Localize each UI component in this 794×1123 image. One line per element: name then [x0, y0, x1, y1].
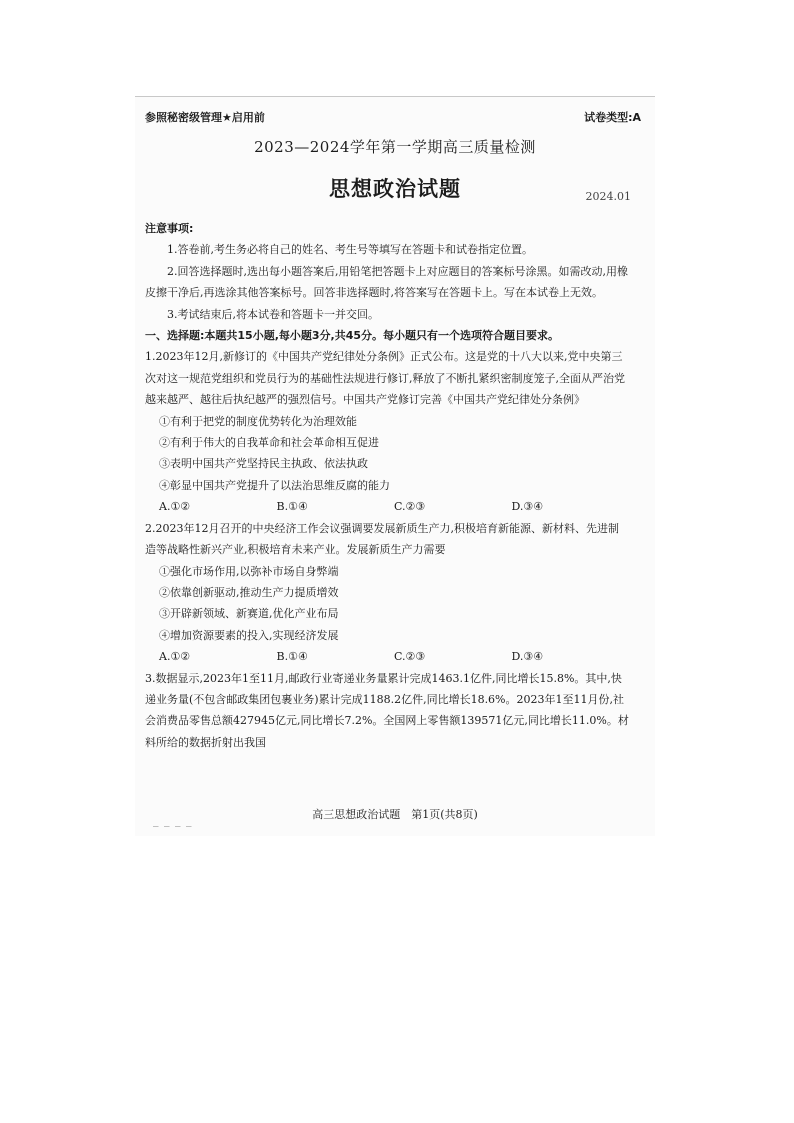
- question-option: ①强化市场作用,以弥补市场自身弊端: [159, 564, 339, 578]
- choice-b: B.①④: [276, 650, 308, 664]
- question-stem: 1.2023年12月,新修订的《中国共产党纪律处分条例》正式公布。这是党的十八大以来,党中央第三次对这一规范党组织和党员行为的基础性法规进行修订,释放了不断扎紧织密制度笼子,全面从严治党越来越严、越往后执纪越严的强烈信号。中国共产党修订完善《中国共产党纪律处分条例》: [145, 350, 625, 407]
- notice-heading: 注意事项:: [145, 222, 194, 235]
- notice-item: 3.考试结束后,将本试卷和答题卡一并交回。: [167, 307, 379, 321]
- paper-type-label: 试卷类型:A: [584, 111, 641, 124]
- answer-choices: [145, 646, 629, 667]
- exam-content: [145, 218, 629, 753]
- choice-b: B.①④: [276, 500, 308, 514]
- question-option: ②依靠创新驱动,推动生产力提质增效: [159, 585, 339, 599]
- question-option: ②有利于伟大的自我革命和社会革命相互促进: [159, 436, 379, 450]
- answer-choices: [145, 496, 629, 517]
- question-option: ④彰显中国共产党提升了以法治思维反腐的能力: [159, 478, 390, 492]
- question-option: ③表明中国共产党坚持民主执政、依法执政: [159, 457, 368, 471]
- section-heading: 一、选择题:本题共15小题,每小题3分,共45分。每小题只有一个选项符合题目要求。: [145, 329, 560, 343]
- exam-page: [135, 96, 655, 836]
- page-footer: 高三思想政治试题 第1页(共8页): [312, 808, 478, 821]
- top-rule: [135, 96, 655, 97]
- choice-a: A.①②: [159, 650, 191, 664]
- question-option: ③开辟新领域、新赛道,优化产业布局: [159, 607, 339, 621]
- exam-title: 思想政治试题: [329, 177, 461, 201]
- cut-line: _ _ _ _: [153, 814, 193, 827]
- choice-c: C.②③: [394, 500, 426, 514]
- exam-date: 2024.01: [585, 190, 631, 203]
- choice-a: A.①②: [159, 500, 191, 514]
- confidential-label: 参照秘密级管理★启用前: [145, 111, 265, 124]
- question-stem: 2.2023年12月召开的中央经济工作会议强调要发展新质生产力,积极培育新能源、新材料、先进制造等战略性新兴产业,积极培育未来产业。发展新质生产力需要: [145, 521, 619, 557]
- notice-item: 2.回答选择题时,选出每小题答案后,用铅笔把答题卡上对应题目的答案标号涂黑。如需改动,用橡皮擦干净后,再选涂其他答案标号。回答非选择题时,将答案写在答题卡上。写在本试卷上无效。: [145, 264, 628, 300]
- exam-subtitle: 2023—2024学年第一学期高三质量检测: [254, 138, 536, 156]
- choice-d: D.③④: [511, 500, 544, 514]
- question-option: ①有利于把党的制度优势转化为治理效能: [159, 414, 357, 428]
- question-stem: 3.数据显示,2023年1至11月,邮政行业寄递业务量累计完成1463.1亿件,同比增长15.8%。其中,快递业务量(不包含邮政集团包裹业务)累计完成1188.2亿件,同比增长18.6%。2023年1至11月份,社会消费品零售总额427945亿元,同比增长7.2%。全国网上零售额139571亿元,同比增长11.0%。材料所给的数据折射出我国: [145, 671, 629, 749]
- choice-c: C.②③: [394, 650, 426, 664]
- notice-item: 1.答卷前,考生务必将自己的姓名、考生号等填写在答题卡和试卷指定位置。: [167, 243, 533, 257]
- question-option: ④增加资源要素的投入,实现经济发展: [159, 628, 339, 642]
- choice-d: D.③④: [511, 650, 544, 664]
